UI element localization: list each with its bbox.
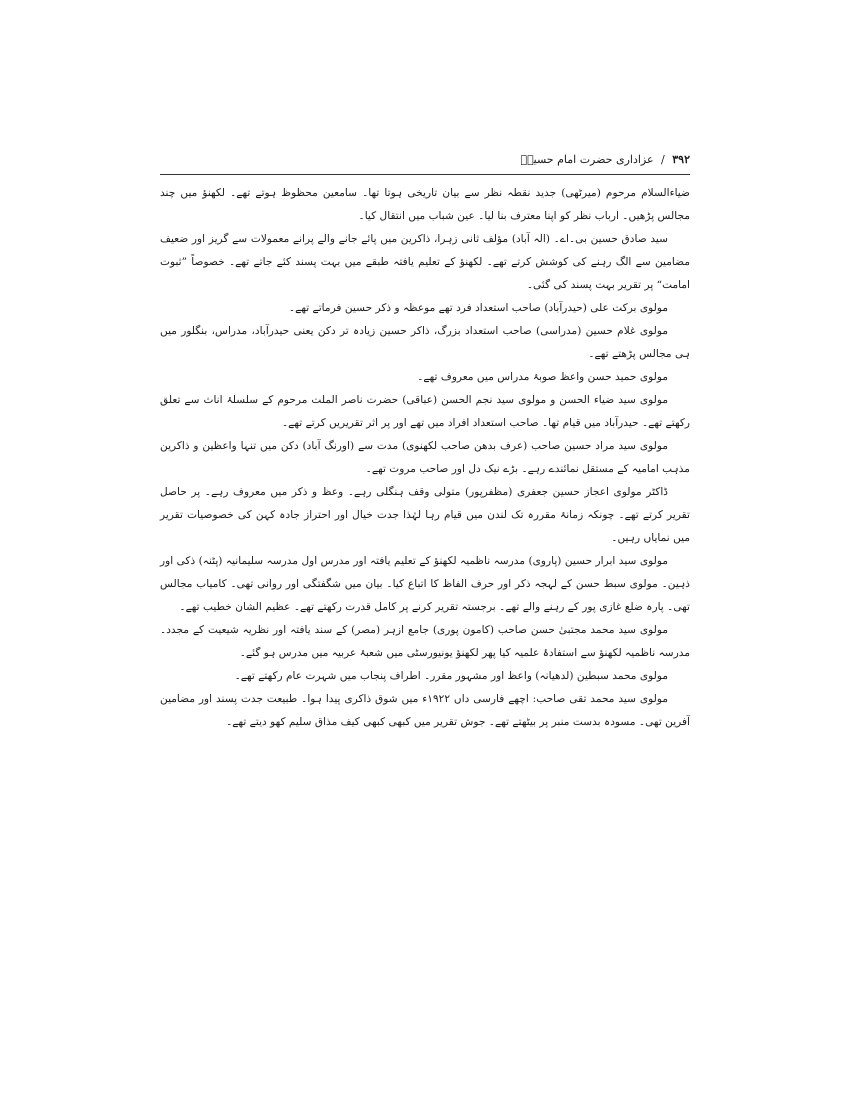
paragraph-3: مولوی برکت علی (حیدرآباد) صاحب استعداد فرد تھے موعظہ و ذکر حسین فرماتے تھے۔ [288,302,668,314]
running-header [160,150,690,170]
header-separator: / [661,153,665,166]
page-number: ۳۹۲ [672,153,690,166]
paragraph-2: سید صادق حسین بی۔اے۔ (الہ آباد) مؤلف ثانی زہرا، ذاکرین میں پائے جانے والے پرانے معمولات سے گریز اور ضعیف مضامین سے الگ رہنے کی کوشش کرتے تھے۔ لکھنؤ کے تعلیم یافتہ طبقے میں بہت پسند کئے جاتے تھے۔ خصوصاً ”ثبوت امامت“ پر تقریر بہت پسند کی گئی۔ [160,233,690,291]
page-body [160,182,690,734]
paragraph-11: مولوی محمد سبطین (لدھیانہ) واعظ اور مشہور مقرر۔ اطراف پنجاب میں شہرت عام رکھتے تھے۔ [234,670,668,682]
paragraph-9: مولوی سید ابرار حسین (پاروی) مدرسہ ناظمیہ لکھنؤ کے تعلیم یافتہ اور مدرس اول مدرسہ سلیمانیہ (پٹنہ) ذکی اور ذہین۔ مولوی سبط حسن کے لہجہ ذکر اور حرف الفاظ کا اتباع کیا۔ بیان میں شگفتگی اور روانی تھی۔ کامیاب مجالس تھی۔ پارہ ضلع غازی پور کے رہنے والے تھے۔ برجستہ تقریر کرنے پر کامل قدرت رکھتے تھے۔ عظیم الشان خطیب تھے۔ [160,555,690,613]
paragraph-10: مولوی سید محمد مجتبیٰ حسن صاحب (کامون پوری) جامع ازہر (مصر) کے سند یافتہ اور نظریہ شیعیت کے مجدد۔ مدرسہ ناظمیہ لکھنؤ سے استفادۂ علمیہ کیا پھر لکھنؤ یونیورسٹی میں شعبۂ عربیہ میں مدرس ہو گئے۔ [160,624,690,659]
paragraph-7: مولوی سید مراد حسین صاحب (عرف بدھن صاحب لکھنوی) مدت سے (اورنگ آباد) دکن میں تنہا واعظین و ذاکرین مذہب امامیہ کے مستقل نمائندے رہے۔ بڑے نیک دل اور صاحب مروت تھے۔ [160,440,690,475]
book-page [160,128,690,888]
paragraph-8: ڈاکٹر مولوی اعجاز حسین جعفری (مظفرپور) متولی وقف ہنگلی رہے۔ وعظ و ذکر میں معروف رہے۔ پر حاصل تقریر کرتے تھے۔ چونکہ زمانۂ مقررہ تک لندن میں قیام رہا لہٰذا جدت خیال اور احتراز جادہ کہن کی خصوصیات تقریر میں نمایاں رہیں۔ [160,486,690,544]
paragraph-1: ضیاءالسلام مرحوم (میرٹھی) جدید نقطہ نظر سے بیان تاریخی ہوتا تھا۔ سامعین محظوظ ہوتے تھے۔ لکھنؤ میں چند مجالس پڑھیں۔ ارباب نظر کو اپنا معترف بنا لیا۔ عین شباب میں انتقال کیا۔ [160,187,690,222]
paragraph-5: مولوی حمید حسن واعظ صوبۂ مدراس میں معروف تھے۔ [417,371,668,383]
paragraph-4: مولوی غلام حسین (مدراسی) صاحب استعداد بزرگ، ذاکر حسین زیادہ تر دکن یعنی حیدرآباد، مدراس، بنگلور میں ہی مجالس پڑھتے تھے۔ [160,325,690,360]
paragraph-12: مولوی سید محمد تقی صاحب: اچھے فارسی داں ۱۹۲۲ء میں شوق ذاکری پیدا ہوا۔ طبیعت جدت پسند اور مضامین آفرین تھی۔ مسودہ بدست منبر پر بیٹھتے تھے۔ جوش تقریر میں کبھی کبھی کیف مذاق سلیم کھو دیتے تھے۔ [160,693,690,728]
book-title: عزاداری حضرت امام حسینؑ [520,153,654,166]
header-rule [160,174,690,175]
paragraph-6: مولوی سید ضیاء الحسن و مولوی سید نجم الحسن (عباقی) حضرت ناصر الملت مرحوم کے سلسلۂ اناث سے تعلق رکھتے تھے۔ حیدرآباد میں قیام تھا۔ صاحب استعداد افراد میں تھے اور پر اثر تقریریں کرتے تھے۔ [160,394,690,429]
